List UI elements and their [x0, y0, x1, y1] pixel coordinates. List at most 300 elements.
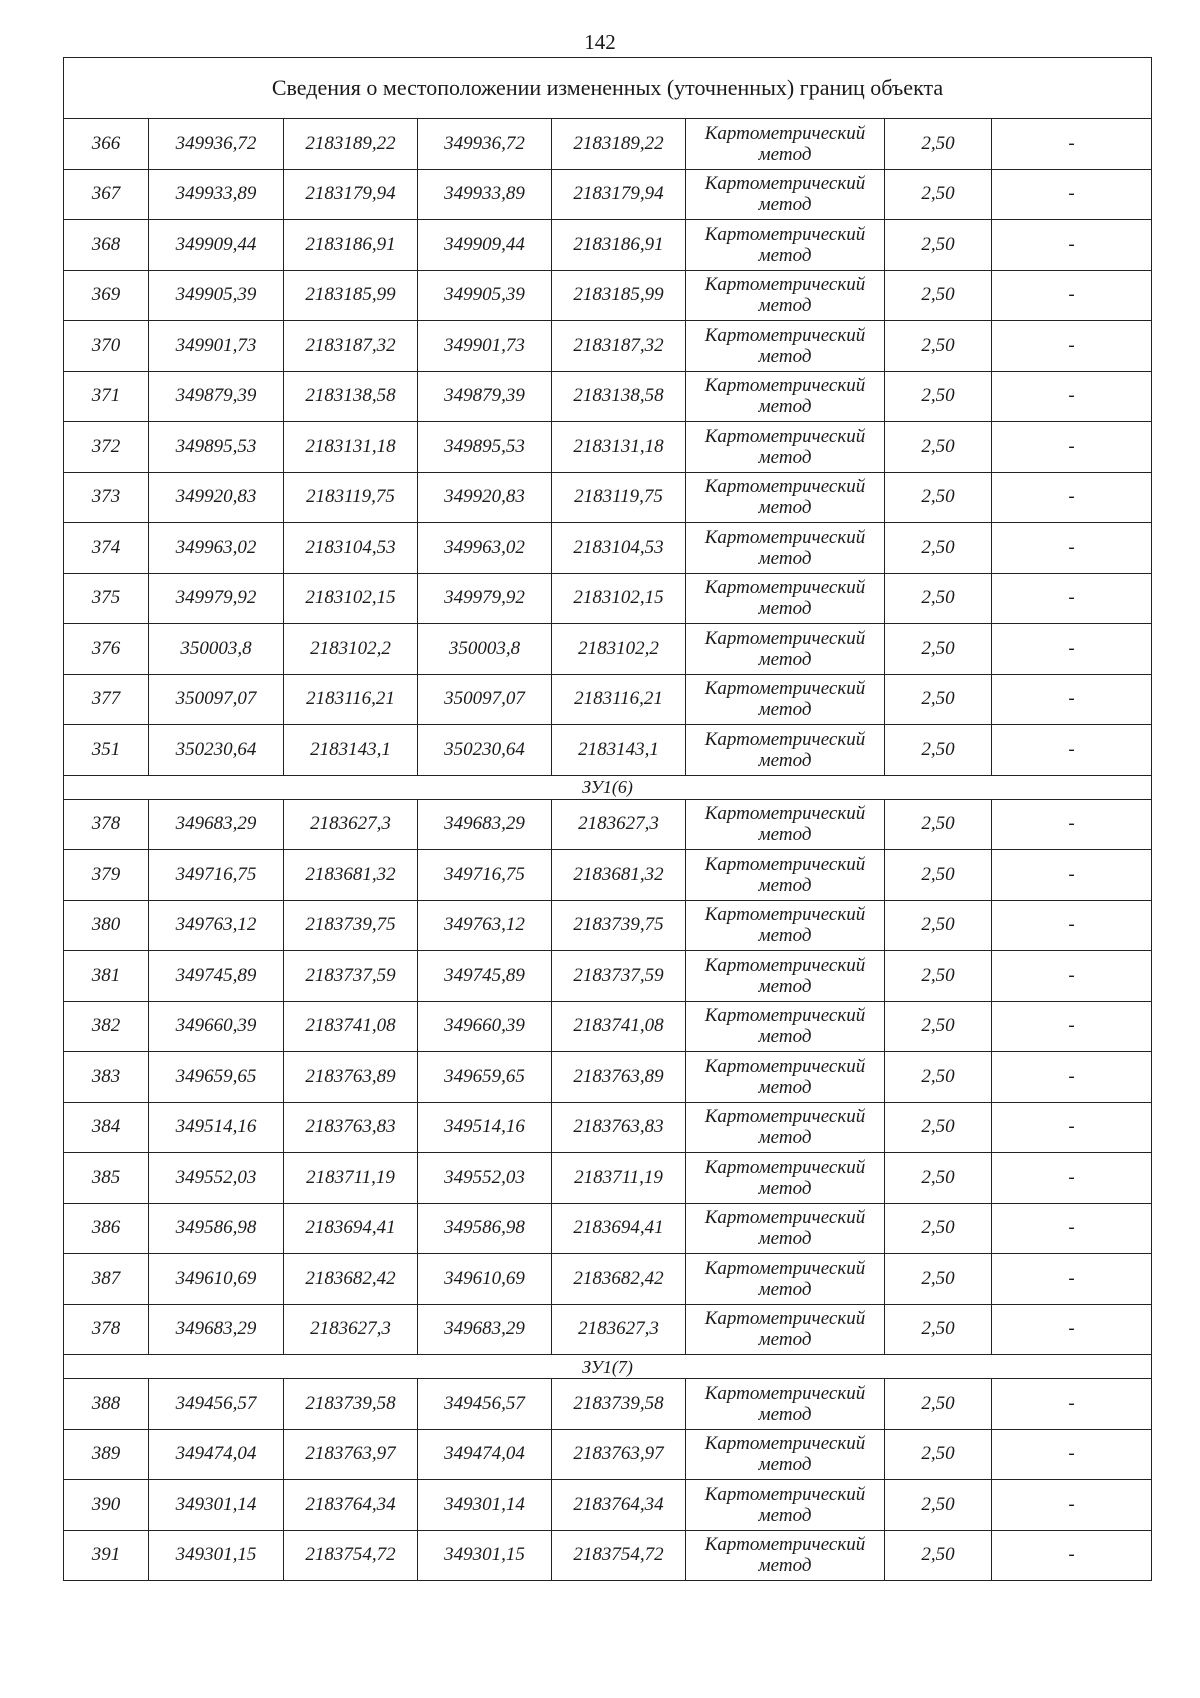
existing-x-cell: 349895,53	[149, 422, 284, 473]
method-cell	[686, 472, 885, 523]
note-cell: -	[992, 119, 1152, 170]
new-y-cell: 2183143,1	[552, 725, 686, 776]
note-cell: -	[992, 1102, 1152, 1153]
method-line-1: Картометрический	[704, 954, 866, 976]
method-line-2: метод	[758, 598, 812, 620]
point-number-cell: 387	[64, 1254, 149, 1305]
accuracy-cell: 2,50	[885, 1203, 992, 1254]
method-line-1: Картометрический	[704, 904, 866, 926]
table-row	[64, 1052, 1152, 1103]
existing-y-cell: 2183627,3	[284, 1304, 418, 1355]
existing-x-cell: 349901,73	[149, 321, 284, 372]
accuracy-cell: 2,50	[885, 951, 992, 1002]
new-x-cell: 350230,64	[418, 725, 552, 776]
existing-y-cell: 2183102,15	[284, 573, 418, 624]
accuracy-cell: 2,50	[885, 472, 992, 523]
accuracy-cell: 2,50	[885, 573, 992, 624]
method-cell	[686, 523, 885, 574]
new-x-cell: 349979,92	[418, 573, 552, 624]
method-line-2: метод	[758, 975, 812, 997]
method-cell	[686, 1304, 885, 1355]
point-number-cell: 374	[64, 523, 149, 574]
note-cell: -	[992, 1480, 1152, 1531]
point-number-cell: 391	[64, 1530, 149, 1581]
accuracy-cell: 2,50	[885, 1530, 992, 1581]
method-line-1: Картометрический	[704, 627, 866, 649]
accuracy-cell: 2,50	[885, 725, 992, 776]
table-row	[64, 1102, 1152, 1153]
section-header-row	[64, 1355, 1152, 1379]
existing-x-cell: 349552,03	[149, 1153, 284, 1204]
existing-x-cell: 349933,89	[149, 169, 284, 220]
new-y-cell: 2183138,58	[552, 371, 686, 422]
method-line-2: метод	[758, 547, 812, 569]
existing-y-cell: 2183682,42	[284, 1254, 418, 1305]
method-line-1: Картометрический	[704, 375, 866, 397]
point-number-cell: 381	[64, 951, 149, 1002]
existing-x-cell: 349683,29	[149, 799, 284, 850]
accuracy-cell: 2,50	[885, 1429, 992, 1480]
accuracy-cell: 2,50	[885, 371, 992, 422]
existing-x-cell: 349586,98	[149, 1203, 284, 1254]
method-line-2: метод	[758, 446, 812, 468]
method-line-2: метод	[758, 699, 812, 721]
table-row	[64, 422, 1152, 473]
method-line-2: метод	[758, 648, 812, 670]
table-row	[64, 523, 1152, 574]
existing-y-cell: 2183104,53	[284, 523, 418, 574]
accuracy-cell: 2,50	[885, 220, 992, 271]
method-cell	[686, 1254, 885, 1305]
new-y-cell: 2183763,89	[552, 1052, 686, 1103]
existing-x-cell: 349659,65	[149, 1052, 284, 1103]
accuracy-cell: 2,50	[885, 624, 992, 675]
new-y-cell: 2183119,75	[552, 472, 686, 523]
note-cell: -	[992, 951, 1152, 1002]
method-line-1: Картометрический	[704, 526, 866, 548]
new-x-cell: 349683,29	[418, 1304, 552, 1355]
note-cell: -	[992, 624, 1152, 675]
accuracy-cell: 2,50	[885, 1254, 992, 1305]
point-number-cell: 390	[64, 1480, 149, 1531]
table-row	[64, 799, 1152, 850]
existing-y-cell: 2183763,89	[284, 1052, 418, 1103]
method-cell	[686, 371, 885, 422]
accuracy-cell: 2,50	[885, 523, 992, 574]
new-x-cell: 349936,72	[418, 119, 552, 170]
method-line-1: Картометрический	[704, 1433, 866, 1455]
existing-x-cell: 349683,29	[149, 1304, 284, 1355]
accuracy-cell: 2,50	[885, 1304, 992, 1355]
accuracy-cell: 2,50	[885, 422, 992, 473]
new-y-cell: 2183763,97	[552, 1429, 686, 1480]
new-y-cell: 2183185,99	[552, 270, 686, 321]
note-cell: -	[992, 1001, 1152, 1052]
existing-y-cell: 2183741,08	[284, 1001, 418, 1052]
new-x-cell: 349933,89	[418, 169, 552, 220]
point-number-cell: 370	[64, 321, 149, 372]
note-cell: -	[992, 169, 1152, 220]
method-cell	[686, 573, 885, 624]
new-x-cell: 349683,29	[418, 799, 552, 850]
new-y-cell: 2183681,32	[552, 850, 686, 901]
note-cell: -	[992, 523, 1152, 574]
method-cell	[686, 1102, 885, 1153]
method-line-2: метод	[758, 1278, 812, 1300]
existing-y-cell: 2183739,58	[284, 1379, 418, 1430]
method-line-2: метод	[758, 396, 812, 418]
method-line-2: метод	[758, 874, 812, 896]
method-cell	[686, 850, 885, 901]
new-x-cell: 349763,12	[418, 900, 552, 951]
new-y-cell: 2183739,58	[552, 1379, 686, 1430]
point-number-cell: 369	[64, 270, 149, 321]
point-number-cell: 375	[64, 573, 149, 624]
page-number: 142	[584, 30, 616, 54]
method-cell	[686, 422, 885, 473]
existing-x-cell: 349936,72	[149, 119, 284, 170]
new-y-cell: 2183764,34	[552, 1480, 686, 1531]
note-cell: -	[992, 1203, 1152, 1254]
existing-y-cell: 2183694,41	[284, 1203, 418, 1254]
table-row	[64, 624, 1152, 675]
new-y-cell: 2183102,2	[552, 624, 686, 675]
table-row	[64, 1153, 1152, 1204]
accuracy-cell: 2,50	[885, 1001, 992, 1052]
method-cell	[686, 1203, 885, 1254]
new-x-cell: 349659,65	[418, 1052, 552, 1103]
existing-y-cell: 2183763,97	[284, 1429, 418, 1480]
accuracy-cell: 2,50	[885, 1102, 992, 1153]
table-title-row	[64, 58, 1152, 119]
table-row	[64, 1203, 1152, 1254]
table-row	[64, 951, 1152, 1002]
method-line-2: метод	[758, 345, 812, 367]
note-cell: -	[992, 799, 1152, 850]
accuracy-cell: 2,50	[885, 321, 992, 372]
method-line-2: метод	[758, 1177, 812, 1199]
point-number-cell: 382	[64, 1001, 149, 1052]
point-number-cell: 378	[64, 1304, 149, 1355]
table-row	[64, 850, 1152, 901]
accuracy-cell: 2,50	[885, 674, 992, 725]
new-x-cell: 349909,44	[418, 220, 552, 271]
point-number-cell: 376	[64, 624, 149, 675]
table-row	[64, 1530, 1152, 1581]
note-cell: -	[992, 1304, 1152, 1355]
existing-y-cell: 2183143,1	[284, 725, 418, 776]
note-cell: -	[992, 1052, 1152, 1103]
table-row	[64, 270, 1152, 321]
method-line-1: Картометрический	[704, 853, 866, 875]
method-cell	[686, 1429, 885, 1480]
method-line-1: Картометрический	[704, 1005, 866, 1027]
new-y-cell: 2183186,91	[552, 220, 686, 271]
new-y-cell: 2183189,22	[552, 119, 686, 170]
existing-y-cell: 2183138,58	[284, 371, 418, 422]
method-line-2: метод	[758, 194, 812, 216]
accuracy-cell: 2,50	[885, 119, 992, 170]
method-line-2: метод	[758, 1127, 812, 1149]
existing-y-cell: 2183186,91	[284, 220, 418, 271]
method-cell	[686, 951, 885, 1002]
note-cell: -	[992, 371, 1152, 422]
existing-x-cell: 349905,39	[149, 270, 284, 321]
method-line-1: Картометрический	[704, 324, 866, 346]
existing-x-cell: 349514,16	[149, 1102, 284, 1153]
method-cell	[686, 1153, 885, 1204]
note-cell: -	[992, 1530, 1152, 1581]
note-cell: -	[992, 1254, 1152, 1305]
note-cell: -	[992, 1379, 1152, 1430]
note-cell: -	[992, 422, 1152, 473]
existing-y-cell: 2183763,83	[284, 1102, 418, 1153]
method-line-2: метод	[758, 1403, 812, 1425]
existing-y-cell: 2183711,19	[284, 1153, 418, 1204]
existing-y-cell: 2183627,3	[284, 799, 418, 850]
existing-y-cell: 2183131,18	[284, 422, 418, 473]
point-number-cell: 372	[64, 422, 149, 473]
new-x-cell: 349474,04	[418, 1429, 552, 1480]
point-number-cell: 368	[64, 220, 149, 271]
accuracy-cell: 2,50	[885, 1153, 992, 1204]
table-row	[64, 220, 1152, 271]
existing-y-cell: 2183681,32	[284, 850, 418, 901]
existing-x-cell: 349909,44	[149, 220, 284, 271]
accuracy-cell: 2,50	[885, 270, 992, 321]
method-cell	[686, 1480, 885, 1531]
new-y-cell: 2183179,94	[552, 169, 686, 220]
new-x-cell: 350003,8	[418, 624, 552, 675]
point-number-cell: 377	[64, 674, 149, 725]
point-number-cell: 378	[64, 799, 149, 850]
coordinates-table	[63, 57, 1152, 1581]
method-line-2: метод	[758, 1026, 812, 1048]
method-line-2: метод	[758, 824, 812, 846]
table-row	[64, 472, 1152, 523]
table-row	[64, 1429, 1152, 1480]
method-line-2: метод	[758, 295, 812, 317]
new-x-cell: 350097,07	[418, 674, 552, 725]
method-cell	[686, 1530, 885, 1581]
existing-x-cell: 350097,07	[149, 674, 284, 725]
table-row	[64, 573, 1152, 624]
point-number-cell: 385	[64, 1153, 149, 1204]
method-line-1: Картометрический	[704, 1106, 866, 1128]
table-row	[64, 725, 1152, 776]
table-row	[64, 900, 1152, 951]
accuracy-cell: 2,50	[885, 1052, 992, 1103]
note-cell: -	[992, 1153, 1152, 1204]
accuracy-cell: 2,50	[885, 900, 992, 951]
method-line-1: Картометрический	[704, 1534, 866, 1556]
method-cell	[686, 119, 885, 170]
note-cell: -	[992, 472, 1152, 523]
existing-y-cell: 2183187,32	[284, 321, 418, 372]
new-x-cell: 349901,73	[418, 321, 552, 372]
point-number-cell: 388	[64, 1379, 149, 1430]
table-row	[64, 371, 1152, 422]
existing-y-cell: 2183102,2	[284, 624, 418, 675]
new-x-cell: 349920,83	[418, 472, 552, 523]
new-y-cell: 2183682,42	[552, 1254, 686, 1305]
note-cell: -	[992, 573, 1152, 624]
new-y-cell: 2183737,59	[552, 951, 686, 1002]
method-line-1: Картометрический	[704, 274, 866, 296]
new-y-cell: 2183741,08	[552, 1001, 686, 1052]
new-x-cell: 349905,39	[418, 270, 552, 321]
method-line-1: Картометрический	[704, 223, 866, 245]
note-cell: -	[992, 270, 1152, 321]
method-line-2: метод	[758, 1329, 812, 1351]
method-cell	[686, 270, 885, 321]
new-x-cell: 349301,15	[418, 1530, 552, 1581]
existing-x-cell: 349963,02	[149, 523, 284, 574]
note-cell: -	[992, 674, 1152, 725]
new-y-cell: 2183739,75	[552, 900, 686, 951]
existing-y-cell: 2183739,75	[284, 900, 418, 951]
method-line-1: Картометрический	[704, 678, 866, 700]
existing-y-cell: 2183179,94	[284, 169, 418, 220]
method-line-2: метод	[758, 143, 812, 165]
section-header-row	[64, 775, 1152, 799]
method-line-1: Картометрический	[704, 1257, 866, 1279]
table-row	[64, 1379, 1152, 1430]
existing-x-cell: 350003,8	[149, 624, 284, 675]
new-y-cell: 2183627,3	[552, 799, 686, 850]
existing-y-cell: 2183754,72	[284, 1530, 418, 1581]
accuracy-cell: 2,50	[885, 169, 992, 220]
method-line-2: метод	[758, 1504, 812, 1526]
method-line-2: метод	[758, 1555, 812, 1577]
method-line-1: Картометрический	[704, 1483, 866, 1505]
point-number-cell: 366	[64, 119, 149, 170]
new-y-cell: 2183754,72	[552, 1530, 686, 1581]
note-cell: -	[992, 321, 1152, 372]
method-cell	[686, 1379, 885, 1430]
point-number-cell: 389	[64, 1429, 149, 1480]
point-number-cell: 380	[64, 900, 149, 951]
method-line-2: метод	[758, 497, 812, 519]
existing-y-cell: 2183119,75	[284, 472, 418, 523]
new-x-cell: 349610,69	[418, 1254, 552, 1305]
existing-x-cell: 349660,39	[149, 1001, 284, 1052]
new-y-cell: 2183711,19	[552, 1153, 686, 1204]
note-cell: -	[992, 850, 1152, 901]
new-y-cell: 2183131,18	[552, 422, 686, 473]
new-x-cell: 349745,89	[418, 951, 552, 1002]
method-line-1: Картометрический	[704, 803, 866, 825]
point-number-cell: 351	[64, 725, 149, 776]
point-number-cell: 384	[64, 1102, 149, 1153]
new-y-cell: 2183627,3	[552, 1304, 686, 1355]
existing-x-cell: 349879,39	[149, 371, 284, 422]
note-cell: -	[992, 900, 1152, 951]
new-y-cell: 2183102,15	[552, 573, 686, 624]
point-number-cell: 373	[64, 472, 149, 523]
existing-y-cell: 2183116,21	[284, 674, 418, 725]
method-cell	[686, 674, 885, 725]
method-line-2: метод	[758, 749, 812, 771]
new-x-cell: 349895,53	[418, 422, 552, 473]
existing-y-cell: 2183764,34	[284, 1480, 418, 1531]
table-row	[64, 119, 1152, 170]
point-number-cell: 386	[64, 1203, 149, 1254]
accuracy-cell: 2,50	[885, 1379, 992, 1430]
new-x-cell: 349716,75	[418, 850, 552, 901]
accuracy-cell: 2,50	[885, 799, 992, 850]
new-x-cell: 349514,16	[418, 1102, 552, 1153]
accuracy-cell: 2,50	[885, 1480, 992, 1531]
existing-x-cell: 349716,75	[149, 850, 284, 901]
method-line-1: Картометрический	[704, 122, 866, 144]
method-line-1: Картометрический	[704, 1055, 866, 1077]
method-line-2: метод	[758, 925, 812, 947]
existing-y-cell: 2183185,99	[284, 270, 418, 321]
new-x-cell: 349456,57	[418, 1379, 552, 1430]
table-row	[64, 1304, 1152, 1355]
new-x-cell: 349879,39	[418, 371, 552, 422]
method-line-1: Картометрический	[704, 1308, 866, 1330]
point-number-cell: 367	[64, 169, 149, 220]
table-body	[64, 58, 1152, 1581]
point-number-cell: 379	[64, 850, 149, 901]
table-row	[64, 169, 1152, 220]
note-cell: -	[992, 725, 1152, 776]
method-line-2: метод	[758, 1228, 812, 1250]
new-x-cell: 349301,14	[418, 1480, 552, 1531]
method-line-2: метод	[758, 1454, 812, 1476]
table-row	[64, 674, 1152, 725]
section-label: ЗУ1(6)	[64, 775, 1152, 799]
table-row	[64, 1254, 1152, 1305]
method-cell	[686, 321, 885, 372]
new-x-cell: 349660,39	[418, 1001, 552, 1052]
existing-x-cell: 349456,57	[149, 1379, 284, 1430]
method-line-1: Картометрический	[704, 1207, 866, 1229]
method-line-1: Картометрический	[704, 1382, 866, 1404]
existing-x-cell: 349301,15	[149, 1530, 284, 1581]
new-y-cell: 2183694,41	[552, 1203, 686, 1254]
new-y-cell: 2183187,32	[552, 321, 686, 372]
method-line-2: метод	[758, 244, 812, 266]
section-label: ЗУ1(7)	[64, 1355, 1152, 1379]
new-x-cell: 349963,02	[418, 523, 552, 574]
method-cell	[686, 799, 885, 850]
table-row	[64, 1001, 1152, 1052]
method-line-1: Картометрический	[704, 728, 866, 750]
existing-x-cell: 349979,92	[149, 573, 284, 624]
method-cell	[686, 1052, 885, 1103]
existing-x-cell: 349920,83	[149, 472, 284, 523]
method-cell	[686, 220, 885, 271]
method-line-1: Картометрический	[704, 577, 866, 599]
point-number-cell: 371	[64, 371, 149, 422]
new-y-cell: 2183116,21	[552, 674, 686, 725]
method-cell	[686, 169, 885, 220]
method-line-1: Картометрический	[704, 173, 866, 195]
method-line-2: метод	[758, 1076, 812, 1098]
existing-x-cell: 349610,69	[149, 1254, 284, 1305]
method-cell	[686, 624, 885, 675]
new-x-cell: 349586,98	[418, 1203, 552, 1254]
existing-x-cell: 350230,64	[149, 725, 284, 776]
existing-y-cell: 2183189,22	[284, 119, 418, 170]
new-y-cell: 2183763,83	[552, 1102, 686, 1153]
method-line-1: Картометрический	[704, 425, 866, 447]
table-title: Сведения о местоположении измененных (уточненных) границ объекта	[64, 58, 1152, 119]
existing-y-cell: 2183737,59	[284, 951, 418, 1002]
